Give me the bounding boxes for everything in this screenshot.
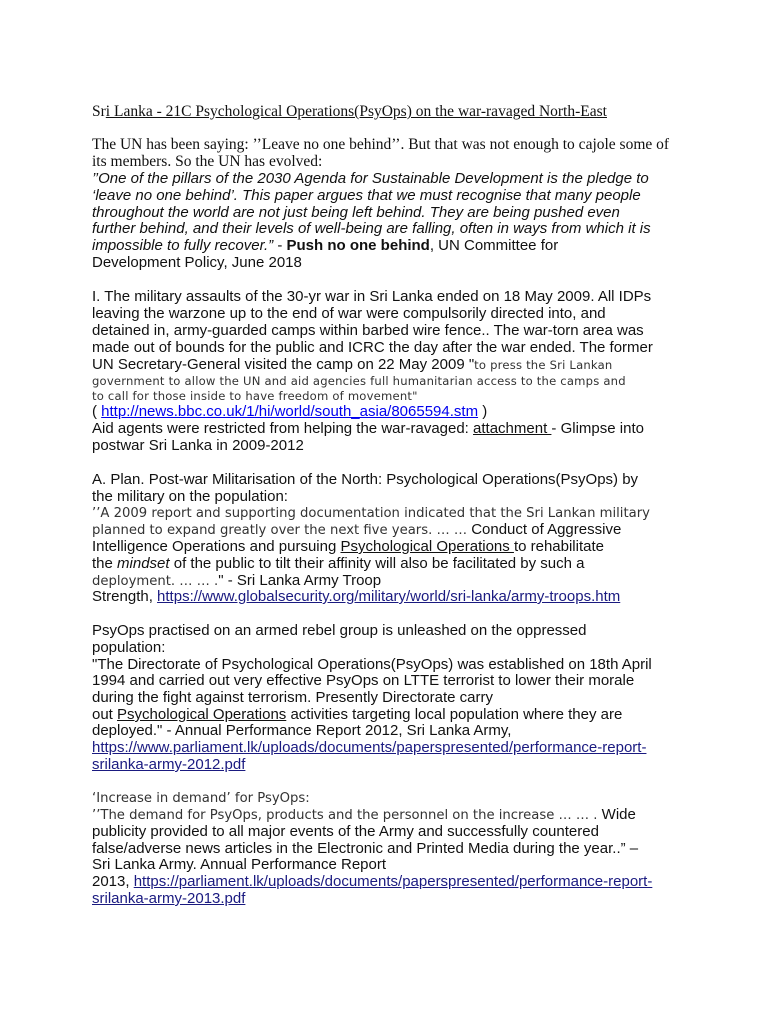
section-a-line-5: Intelligence Operations and pursuing Psychological Operations to rehabilitate <box>92 538 604 555</box>
section-a-line-2: the military on the population: <box>92 488 288 505</box>
section-i-line-2: leaving the warzone up to the end of war were compulsorily directed into, and <box>92 305 606 322</box>
push-no-one-behind: Push no one behind <box>286 237 430 254</box>
demand-heading: ‘Increase in demand’ for PsyOps: <box>92 791 310 806</box>
psyops-line-6: out Psychological Operations activities targeting local population where they are <box>92 706 623 723</box>
section-a-line-7: deployment. … … ." - Sri Lanka Army Troop <box>92 572 382 589</box>
intro-line-1: The UN has been saying: ’’Leave no one behind’’. But that was not enough to cajole some of <box>92 136 670 153</box>
section-i-line-5: UN Secretary-General visited the camp on 22 May 2009 "to press the Sri Lankan <box>92 356 613 373</box>
globalsecurity-link[interactable]: https://www.globalsecurity.org/military/world/sri-lanka/army-troops.htm <box>157 588 621 605</box>
un-quote-source: Development Policy, June 2018 <box>92 254 302 271</box>
demand-line-4: false/adverse news articles in the Electronic and Printed Media during the year..” – <box>92 840 639 857</box>
section-a-line-1: A. Plan. Post-war Militarisation of the North: Psychological Operations(PsyOps) by <box>92 471 639 488</box>
document-title: Sri Lanka - 21C Psychological Operations(PsyOps) on the war-ravaged North-East <box>92 103 607 120</box>
psyops-link-1[interactable]: Psychological Operations <box>340 538 514 555</box>
un-quote-line-5: impossible to fully recover.” - Push no one behind, UN Committee for <box>92 237 559 254</box>
un-quote-line-1: ’’One of the pillars of the 2030 Agenda for Sustainable Development is the pledge to <box>92 170 649 187</box>
bbc-link[interactable]: http://news.bbc.co.uk/1/hi/world/south_asia/8065594.stm <box>101 403 479 420</box>
section-i-line-1: I. The military assaults of the 30-yr war in Sri Lanka ended on 18 May 2009. All IDPs <box>92 288 652 305</box>
section-a-line-3: ’’A 2009 report and supporting documentation indicated that the Sri Lankan military <box>92 506 650 521</box>
attachment-link[interactable]: attachment <box>473 420 552 437</box>
psyops-line-3: "The Directorate of Psychological Operations(PsyOps) was established on 18th April <box>92 656 652 673</box>
demand-line-2: ’’The demand for PsyOps, products and the personnel on the increase … … . Wide <box>92 806 636 823</box>
parliament-2013-link[interactable]: https://parliament.lk/uploads/documents/paperspresented/performance-report- <box>133 873 653 890</box>
psyops-line-7: deployed." - Annual Performance Report 2012, Sri Lanka Army, <box>92 722 512 739</box>
parliament-2012-link-cont[interactable]: srilanka-army-2012.pdf <box>92 756 246 773</box>
section-i-line-7: to call for those inside to have freedom of movement" <box>92 389 418 403</box>
psyops-link-2[interactable]: Psychological Operations <box>117 706 287 723</box>
section-i-line-3: detained in, army-guarded camps within barbed wire fence.. The war-torn area was <box>92 322 644 339</box>
section-i-line-6: government to allow the UN and aid agencies full humanitarian access to the camps and <box>92 374 626 388</box>
section-i-line-9: Aid agents were restricted from helping the war-ravaged: attachment - Glimpse into <box>92 420 644 437</box>
section-i-line-10: postwar Sri Lanka in 2009-2012 <box>92 437 304 454</box>
psyops-line-2: population: <box>92 639 166 656</box>
demand-line-6: 2013, https://parliament.lk/uploads/documents/paperspresented/performance-report- <box>92 873 653 890</box>
section-a-line-4: planned to expand greatly over the next five years. … … Conduct of Aggressive <box>92 521 622 538</box>
bbc-link-line: ( http://news.bbc.co.uk/1/hi/world/south_asia/8065594.stm ) <box>92 403 488 420</box>
intro-line-2: its members. So the UN has evolved: <box>92 153 323 170</box>
demand-line-5: Sri Lanka Army. Annual Performance Report <box>92 856 387 873</box>
un-quote-line-4: further behind, and their levels of well-being are falling, often in ways from which it is <box>92 220 651 237</box>
parliament-2012-link[interactable]: https://www.parliament.lk/uploads/documents/paperspresented/performance-report- <box>92 739 647 756</box>
psyops-line-5: during the fight against terrorism. Presently Directorate carry <box>92 689 493 706</box>
psyops-line-1: PsyOps practised on an armed rebel group is unleashed on the oppressed <box>92 622 587 639</box>
section-a-line-6: the mindset of the public to tilt their affinity will also be facilitated by such a <box>92 555 585 572</box>
un-quote-line-2: ‘leave no one behind’. This paper argues that we must recognise that many people <box>92 187 641 204</box>
section-a-line-8: Strength, https://www.globalsecurity.org/military/world/sri-lanka/army-troops.htm <box>92 588 621 605</box>
section-i-line-4: made out of bounds for the public and ICRC the day after the war ended. The former <box>92 339 653 356</box>
psyops-line-4: 1994 and carried out very effective PsyOps on LTTE terrorist to lower their morale <box>92 672 635 689</box>
un-quote-line-3: throughout the world are not just being left behind. They are being pushed even <box>92 204 620 221</box>
demand-line-3: publicity provided to all major events of the Army and successfully countered <box>92 823 599 840</box>
parliament-2013-link-cont[interactable]: srilanka-army-2013.pdf <box>92 890 246 907</box>
